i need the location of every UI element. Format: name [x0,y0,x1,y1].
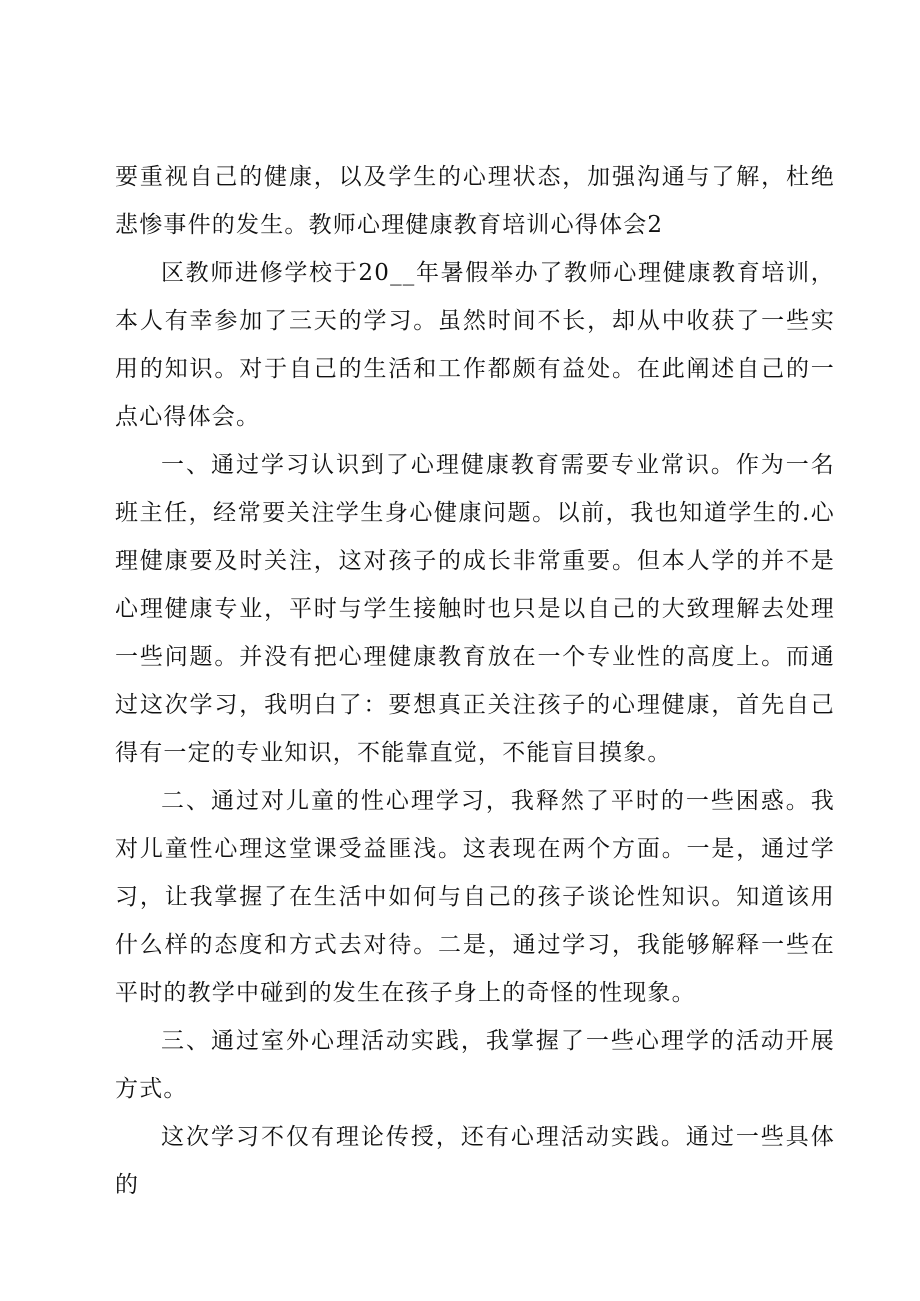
paragraph-point-three: 三、通过室外心理活动实践，我掌握了一些心理学的活动开展方式。 [115,1028,835,1102]
paragraph-point-one: 一、通过学习认识到了心理健康教育需要专业常识。作为一名班主任，经常要关注学生身心健康问题。以前，我也知道学生的.心理健康要及时关注，这对孩子的成长非常重要。但本人学的并不是心理健康专业，平时与学生接触时也只是以自己的大致理解去处理一些问题。并没有把心理健康教育放在一个专业性的高度上。而通过这次学习，我明白了：要想真正关注孩子的心理健康，首先自己得有一定的专业知识，不能靠直觉，不能盲目摸象。 [115,452,835,766]
paragraph-practice: 这次学习不仅有理论传授，还有心理活动实践。通过一些具体的 [115,1124,835,1198]
paragraph-point-two: 二、通过对儿童的性心理学习，我释然了平时的一些困惑。我对儿童性心理这堂课受益匪浅。这表现在两个方面。一是，通过学习，让我掌握了在生活中如何与自己的孩子谈论性知识。知道该用什么样的态度和方式去对待。二是，通过学习，我能够解释一些在平时的教学中碰到的发生在孩子身上的奇怪的性现象。 [115,788,835,1006]
document-body [115,153,835,1209]
paragraph-training-overview: 区教师进修学校于20__年暑假举办了教师心理健康教育培训，本人有幸参加了三天的学习。虽然时间不长，却从中收获了一些实用的知识。对于自己的生活和工作都颇有益处。在此阐述自己的一点心得体会。 [115,260,835,430]
paragraph-intro-continuation: 要重视自己的健康，以及学生的心理状态，加强沟通与了解，杜绝悲惨事件的发生。教师心理健康教育培训心得体会2 [115,164,835,238]
